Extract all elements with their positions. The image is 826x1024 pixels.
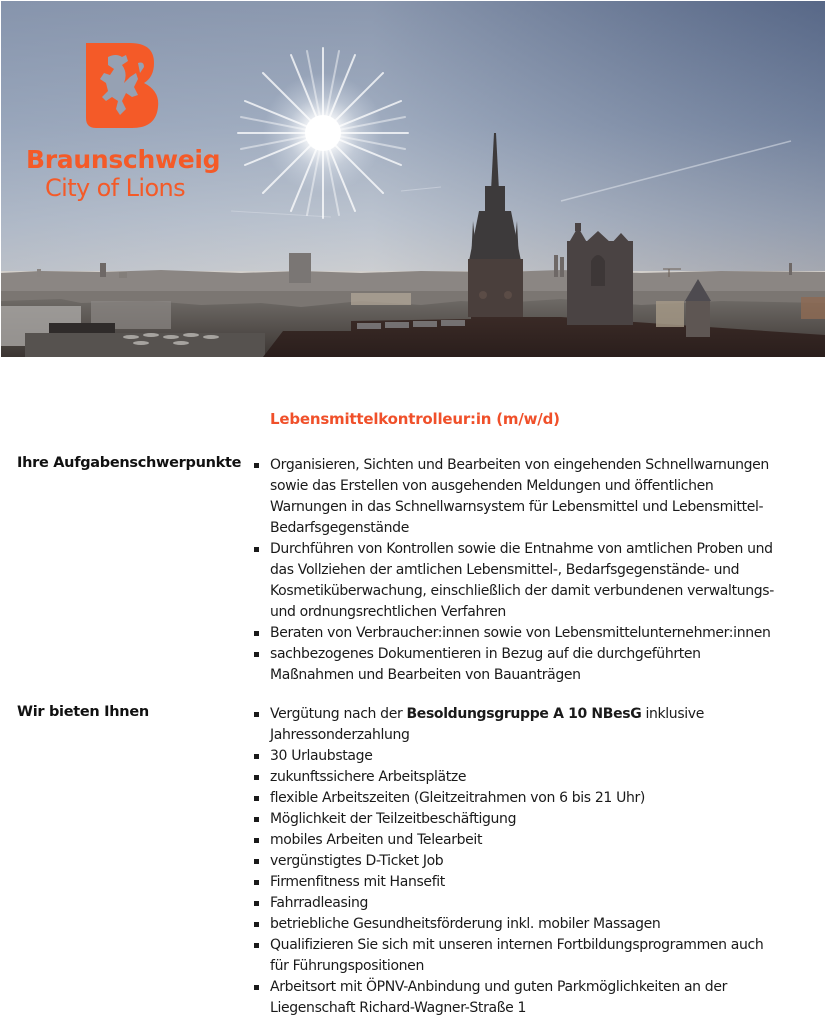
item-line: das Vollziehen der amtlichen Lebensmittel-, Bedarfsgegenstände- und [270,562,740,578]
item-line: Möglichkeit der Teilzeitbeschäftigung [270,811,517,827]
item-line: vergünstigtes D-Ticket Job [270,853,444,869]
list-item [252,539,812,623]
bullet-icon [254,922,259,927]
item-text: Vergütung nach der [270,706,407,722]
item-line: Bedarfsgegenstände [270,520,409,536]
bullet-icon [254,775,259,780]
list-item [252,746,812,767]
benefits-list [252,704,812,1019]
item-line: zukunftssichere Arbeitsplätze [270,769,467,785]
item-line: mobiles Arbeiten und Telearbeit [270,832,483,848]
bullet-icon [254,901,259,906]
list-item [252,644,812,686]
job-title: Lebensmittelkontrolleur:in (m/w/d) [270,410,560,428]
list-item [252,851,812,872]
item-line: Firmenfitness mit Hansefit [270,874,445,890]
bullet-icon [254,652,259,657]
bullet-icon [254,817,259,822]
item-line: Liegenschaft Richard-Wagner-Straße 1 [270,1000,527,1016]
item-line: sowie das Erstellen von ausgehenden Meldungen und öffentlichen [270,478,714,494]
bullet-icon [254,859,259,864]
item-line: Maßnahmen und Bearbeiten von Bauanträgen [270,667,581,683]
cathedral [567,223,633,325]
item-line: Kosmetiküberwachung, einschließlich der damit verbundenen verwaltungs- [270,583,774,599]
bullet-icon [254,985,259,990]
bullet-icon [254,796,259,801]
item-line: Warnungen in das Schnellwarnsystem für Lebensmittel und Lebensmittel- [270,499,764,515]
item-line: Organisieren, Sichten und Bearbeiten von eingehenden Schnellwarnungen [270,457,769,473]
bullet-icon [254,463,259,468]
list-item [252,935,812,977]
item-line: und ordnungsrechtlichen Verfahren [270,604,506,620]
item-line: Beraten von Verbraucher:innen sowie von Lebensmittelunternehmer:innen [270,625,771,641]
lion-b-logo-icon [86,43,160,128]
list-item [252,455,812,539]
list-item [252,830,812,851]
bullet-icon [254,547,259,552]
section-label-benefits: Wir bieten Ihnen [17,704,149,720]
item-line: Jahressonderzahlung [270,727,410,743]
item-line: Arbeitsort mit ÖPNV-Anbindung und guten Parkmöglichkeiten an der [270,979,727,995]
bullet-icon [254,631,259,636]
list-item [252,914,812,935]
header-banner-photo [1,1,825,357]
item-line: betriebliche Gesundheitsförderung inkl. mobiler Massagen [270,916,661,932]
list-item [252,623,812,644]
logo-tagline-city-of-lions: City of Lions [45,174,186,202]
item-line: Durchführen von Kontrollen sowie die Entnahme von amtlichen Proben und [270,541,773,557]
list-item [252,872,812,893]
list-item [252,893,812,914]
section-label-tasks: Ihre Aufgabenschwerpunkte [17,455,242,471]
list-item [252,788,812,809]
list-item [252,977,812,1019]
item-line: 30 Urlaubstage [270,748,373,764]
item-line: für Führungspositionen [270,958,424,974]
item-text-bold-pay-grade: Besoldungsgruppe A 10 NBesG [406,706,642,722]
item-line: flexible Arbeitszeiten (Gleitzeitrahmen von 6 bis 21 Uhr) [270,790,646,806]
logo-wordmark-braunschweig: Braunschweig [26,145,221,174]
item-line: Qualifizieren Sie sich mit unseren internen Fortbildungsprogrammen auch [270,937,764,953]
sun [238,48,408,218]
bullet-icon [254,838,259,843]
bullet-icon [254,880,259,885]
list-item [252,704,812,746]
item-line: sachbezogenes Dokumentieren in Bezug auf die durchgeführten [270,646,701,662]
bullet-icon [254,712,259,717]
bullet-icon [254,754,259,759]
item-line: Fahrradleasing [270,895,369,911]
item-text: inklusive [641,706,705,722]
list-item [252,767,812,788]
bullet-icon [254,943,259,948]
list-item [252,809,812,830]
task-list [252,455,812,686]
